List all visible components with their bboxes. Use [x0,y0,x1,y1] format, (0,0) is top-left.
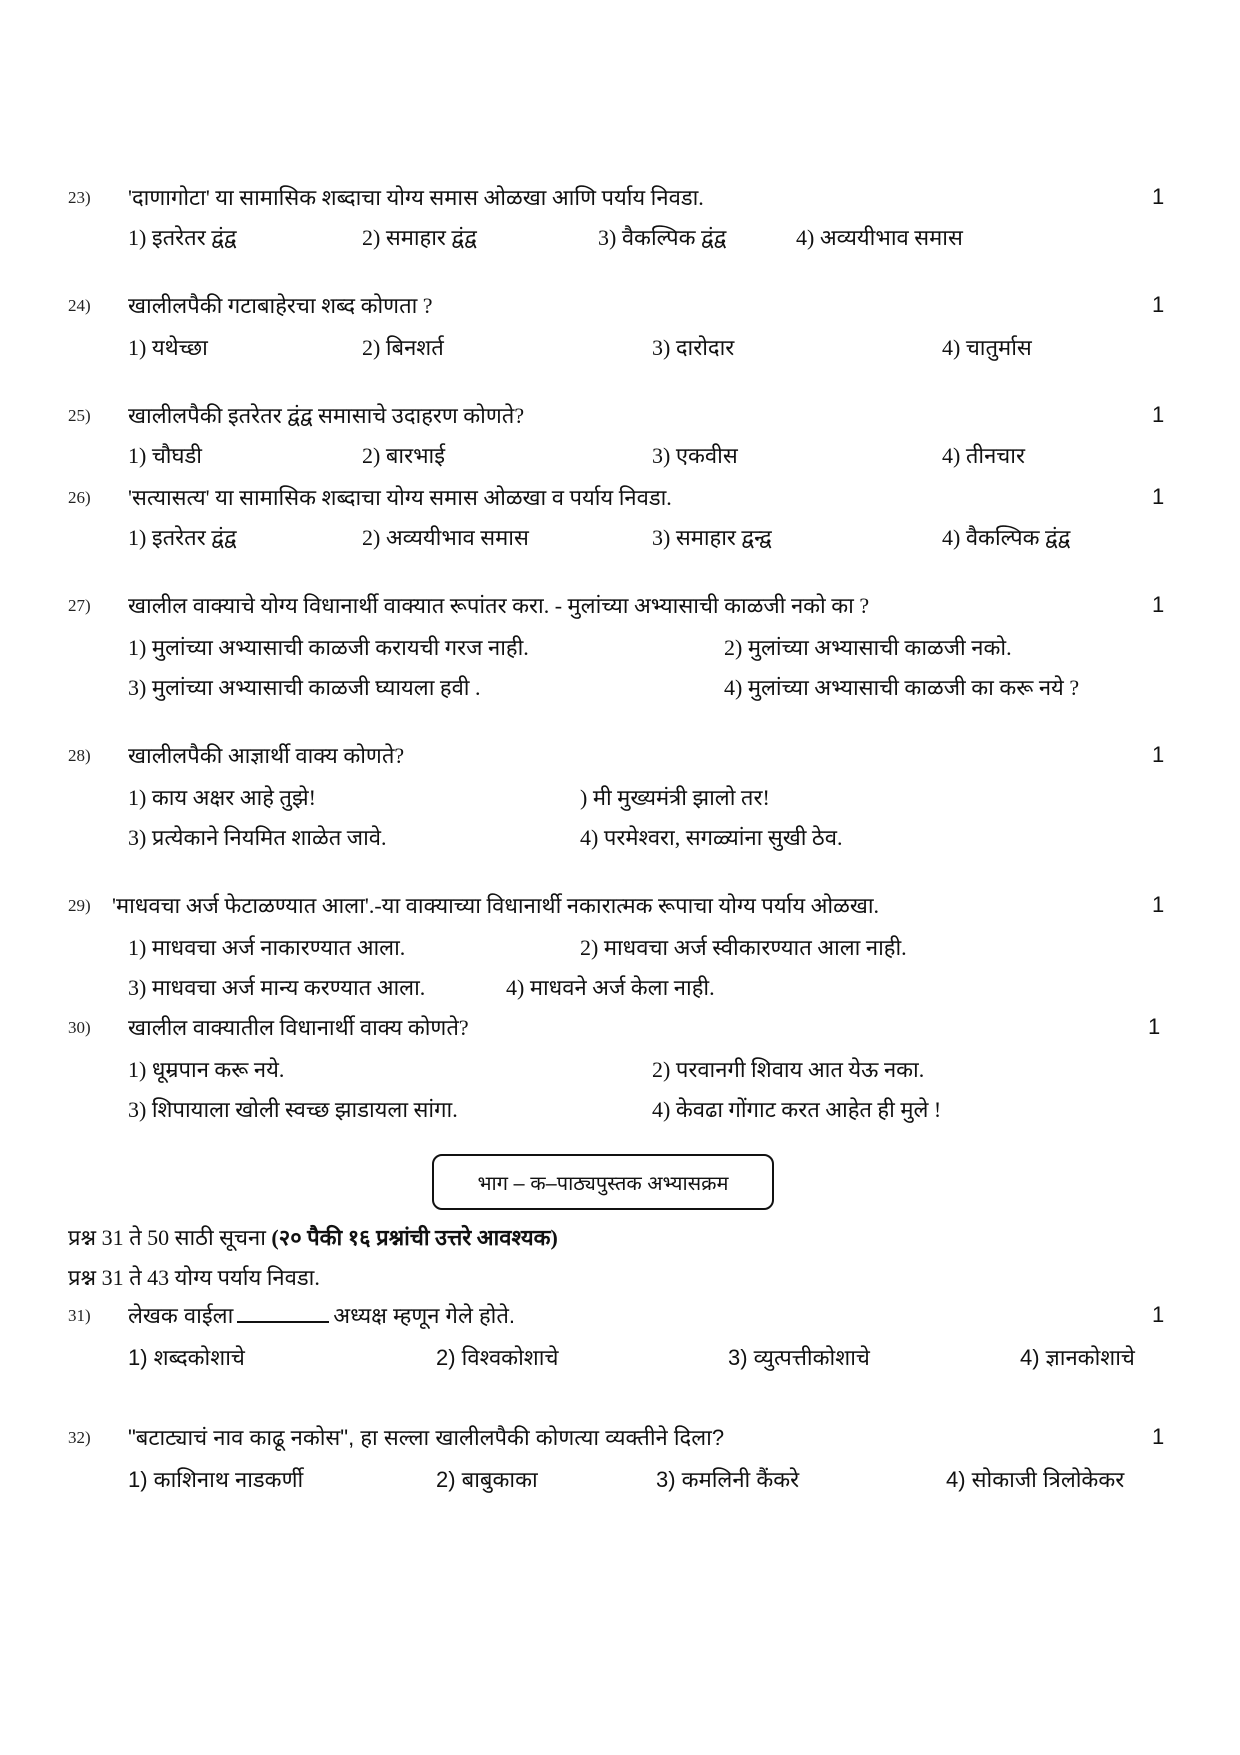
question-number: 32) [68,1428,91,1447]
question-marks: 1 [1148,1014,1161,1039]
question-number: 28) [68,746,91,765]
question-marks: 1 [1152,742,1165,767]
option-2: 2) समाहार द्वंद्व [362,225,477,250]
question-marks: 1 [1152,592,1165,617]
question-text: 'माधवचा अर्ज फेटाळण्यात आला'.-या वाक्याच्या विधानार्थी नकारात्मक रूपाचा योग्य पर्याय ओळखा. [112,893,880,918]
question-number: 24) [68,296,91,315]
option-3: 3) माधवचा अर्ज मान्य करण्यात आला. [128,975,426,1000]
section-heading-box [432,1154,774,1210]
option-1: 1) इतरेतर द्वंद्व [128,225,237,250]
question-text [128,1300,515,1330]
fill-in-blank [237,1303,329,1323]
option-2: 2) मुलांच्या अभ्यासाची काळजी नको. [724,635,1012,660]
question-text: 'दाणागोटा' या सामासिक शब्दाचा योग्य समास ओळखा आणि पर्याय निवडा. [128,185,704,210]
question-number: 30) [68,1018,91,1037]
question-marks: 1 [1152,1424,1165,1449]
question-number: 25) [68,406,91,425]
instructions-line-2: प्रश्न 31 ते 43 योग्य पर्याय निवडा. [68,1265,320,1290]
question-text: खालीलपैकी आज्ञार्थी वाक्य कोणते? [128,743,405,768]
option-3: 3) एकवीस [652,443,738,468]
option-1: 1) काय अक्षर आहे तुझे! [128,785,316,810]
option-1: 1) धूम्रपान करू नये. [128,1057,285,1082]
question-marks: 1 [1152,484,1165,509]
option-3: 3) दारोदार [652,335,735,360]
option-4: 4) अव्ययीभाव समास [796,225,963,250]
question-number: 31) [68,1306,91,1325]
option-2: 2) बाबुकाका [436,1467,538,1492]
question-marks: 1 [1152,892,1165,917]
option-1: 1) मुलांच्या अभ्यासाची काळजी करायची गरज नाही. [128,635,529,660]
question-text: खालीलपैकी इतरेतर द्वंद्व समासाचे उदाहरण कोणते? [128,403,525,428]
instructions-bold-note: (२० पैकी १६ प्रश्नांची उत्तरे आवश्यक) [271,1225,558,1250]
question-marks: 1 [1152,402,1165,427]
question-marks: 1 [1152,292,1165,317]
option-1: 1) चौघडी [128,443,202,468]
instructions-line-1 [68,1222,558,1252]
instructions-text: प्रश्न 31 ते 50 साठी सूचना [68,1225,266,1250]
option-3: 3) व्युत्पत्तीकोशाचे [728,1345,870,1370]
option-3: 3) शिपायाला खोली स्वच्छ झाडायला सांगा. [128,1097,458,1122]
option-3: 3) समाहार द्वन्द्व [652,525,772,550]
option-4: 4) तीनचार [942,443,1025,468]
option-4: 4) ज्ञानकोशाचे [1020,1345,1135,1370]
option-1: 1) इतरेतर द्वंद्व [128,525,237,550]
question-number: 29) [68,896,91,915]
question-number: 23) [68,188,91,207]
option-4: 4) केवढा गोंगाट करत आहेत ही मुले ! [652,1097,942,1122]
question-marks: 1 [1152,1302,1165,1327]
option-3: 3) प्रत्येकाने नियमित शाळेत जावे. [128,825,387,850]
option-2: 2) माधवचा अर्ज स्वीकारण्यात आला नाही. [580,935,907,960]
question-number: 26) [68,488,91,507]
option-2: 2) विश्वकोशाचे [436,1345,559,1370]
section-heading: भाग – क–पाठ्यपुस्तक अभ्यासक्रम [477,1172,729,1195]
question-text: 'सत्यासत्य' या सामासिक शब्दाचा योग्य समास ओळखा व पर्याय निवडा. [128,485,672,510]
option-1: 1) यथेच्छा [128,335,208,360]
option-2: 2) अव्ययीभाव समास [362,525,529,550]
option-4: 4) परमेश्वरा, सगळ्यांना सुखी ठेव. [580,825,843,850]
option-4: 4) मुलांच्या अभ्यासाची काळजी का करू नये ? [724,675,1080,700]
option-3: 3) मुलांच्या अभ्यासाची काळजी घ्यायला हवी . [128,675,481,700]
option-2: ) मी मुख्यमंत्री झालो तर! [580,785,770,810]
option-3: 3) वैकल्पिक द्वंद्व [598,225,727,250]
question-number: 27) [68,596,91,615]
option-2: 2) परवानगी शिवाय आत येऊ नका. [652,1057,925,1082]
option-4: 4) वैकल्पिक द्वंद्व [942,525,1071,550]
option-4: 4) सोकाजी त्रिलोकेकर [946,1467,1125,1492]
option-2: 2) बिनशर्त [362,335,444,360]
question-text-before: लेखक वाईला [128,1303,234,1328]
question-text: खालीलपैकी गटाबाहेरचा शब्द कोणता ? [128,293,433,318]
question-text: "बटाट्याचं नाव काढू नकोस", हा सल्ला खालीलपैकी कोणत्या व्यक्तीने दिला? [128,1425,725,1450]
option-1: 1) माधवचा अर्ज नाकारण्यात आला. [128,935,406,960]
option-4: 4) चातुर्मास [942,335,1032,360]
question-text-after: अध्यक्ष म्हणून गेले होते. [333,1303,516,1328]
option-3: 3) कमलिनी कैंकरे [656,1467,800,1492]
question-marks: 1 [1152,184,1165,209]
option-1: 1) काशिनाथ नाडकर्णी [128,1467,304,1492]
option-2: 2) बारभाई [362,443,446,468]
question-text: खालील वाक्याचे योग्य विधानार्थी वाक्यात रूपांतर करा. - मुलांच्या अभ्यासाची काळजी नको का ? [128,593,870,618]
option-1: 1) शब्दकोशाचे [128,1345,245,1370]
question-text: खालील वाक्यातील विधानार्थी वाक्य कोणते? [128,1015,469,1040]
option-4: 4) माधवने अर्ज केला नाही. [506,975,715,1000]
